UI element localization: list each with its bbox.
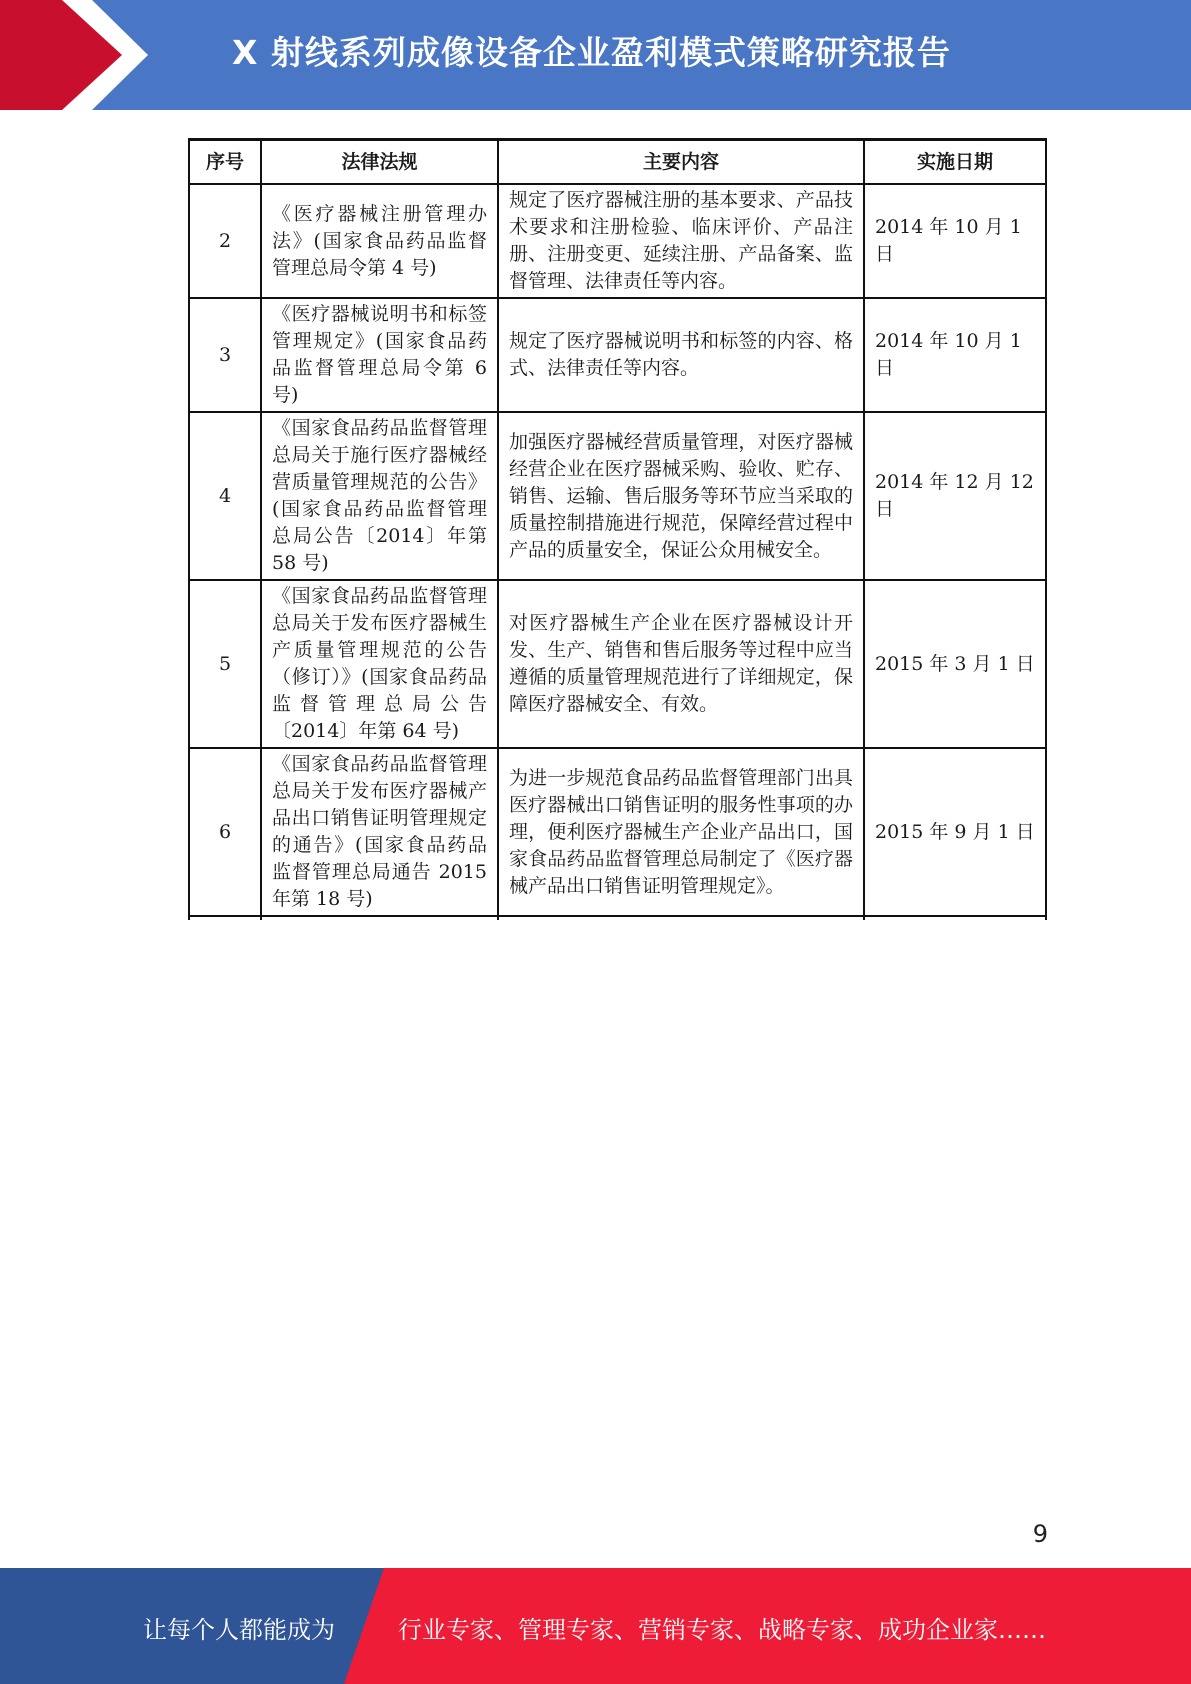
effective-date: 2014 年 12 月 12 日 (864, 412, 1046, 580)
table-continuation-row (189, 916, 1046, 920)
continuation-cell (864, 916, 1046, 920)
law-name: 《医疗器械说明书和标签管理规定》(国家食品药品监督管理总局令第 6 号) (261, 298, 498, 412)
law-name: 《国家食品药品监督管理总局关于发布医疗器械生产质量管理规范的公告（修订）》(国家食品药品监督管理总局公告〔2014〕年第 64 号) (261, 580, 498, 748)
table-row (189, 184, 1046, 298)
table-row (189, 580, 1046, 748)
report-title: X 射线系列成像设备企业盈利模式策略研究报告 (232, 33, 951, 72)
table-header-row (189, 140, 1046, 185)
column-header-content: 主要内容 (498, 140, 864, 185)
footer-slogan-left: 让每个人都能成为 (143, 1616, 335, 1644)
law-content: 规定了医疗器械说明书和标签的内容、格式、法律责任等内容。 (498, 298, 864, 412)
law-content: 对医疗器械生产企业在医疗器械设计开发、生产、销售和售后服务等过程中应当遵循的质量管理规范进行了详细规定，保障医疗器械安全、有效。 (498, 580, 864, 748)
column-header-no: 序号 (189, 140, 261, 185)
effective-date: 2015 年 3 月 1 日 (864, 580, 1046, 748)
column-header-law: 法律法规 (261, 140, 498, 185)
law-content: 规定了医疗器械注册的基本要求、产品技术要求和注册检验、临床评价、产品注册、注册变更、延续注册、产品备案、监督管理、法律责任等内容。 (498, 184, 864, 298)
law-name: 《医疗器械注册管理办法》(国家食品药品监督管理总局令第 4 号) (261, 184, 498, 298)
regulations-table (188, 138, 1047, 920)
law-name: 《国家食品药品监督管理总局关于发布医疗器械产品出口销售证明管理规定的通告》(国家食品药品监督管理总局通告 2015 年第 18 号) (261, 748, 498, 916)
row-number: 6 (189, 748, 261, 916)
continuation-cell (261, 916, 498, 920)
row-number: 4 (189, 412, 261, 580)
law-content: 为进一步规范食品药品监督管理部门出具医疗器械出口销售证明的服务性事项的办理，便利医疗器械生产企业产品出口，国家食品药品监督管理总局制定了《医疗器械产品出口销售证明管理规定》。 (498, 748, 864, 916)
footer-slogan-right: 行业专家、管理专家、营销专家、战略专家、成功企业家…… (398, 1616, 1046, 1644)
row-number: 3 (189, 298, 261, 412)
continuation-cell (498, 916, 864, 920)
effective-date: 2015 年 9 月 1 日 (864, 748, 1046, 916)
law-content: 加强医疗器械经营质量管理，对医疗器械经营企业在医疗器械采购、验收、贮存、销售、运输、售后服务等环节应当采取的质量控制措施进行规范，保障经营过程中产品的质量安全，保证公众用械安全。 (498, 412, 864, 580)
page-number: 9 (1032, 1520, 1048, 1548)
report-header (0, 0, 1191, 110)
table-row (189, 298, 1046, 412)
report-footer (0, 1568, 1191, 1684)
red-chevron-icon (0, 0, 160, 110)
row-number: 2 (189, 184, 261, 298)
column-header-date: 实施日期 (864, 140, 1046, 185)
effective-date: 2014 年 10 月 1 日 (864, 184, 1046, 298)
law-name: 《国家食品药品监督管理总局关于施行医疗器械经营质量管理规范的公告》(国家食品药品监督管理总局公告〔2014〕年第 58 号) (261, 412, 498, 580)
effective-date: 2014 年 10 月 1 日 (864, 298, 1046, 412)
table-row (189, 748, 1046, 916)
continuation-cell (189, 916, 261, 920)
table-row (189, 412, 1046, 580)
row-number: 5 (189, 580, 261, 748)
regulations-table-container (188, 138, 1045, 920)
